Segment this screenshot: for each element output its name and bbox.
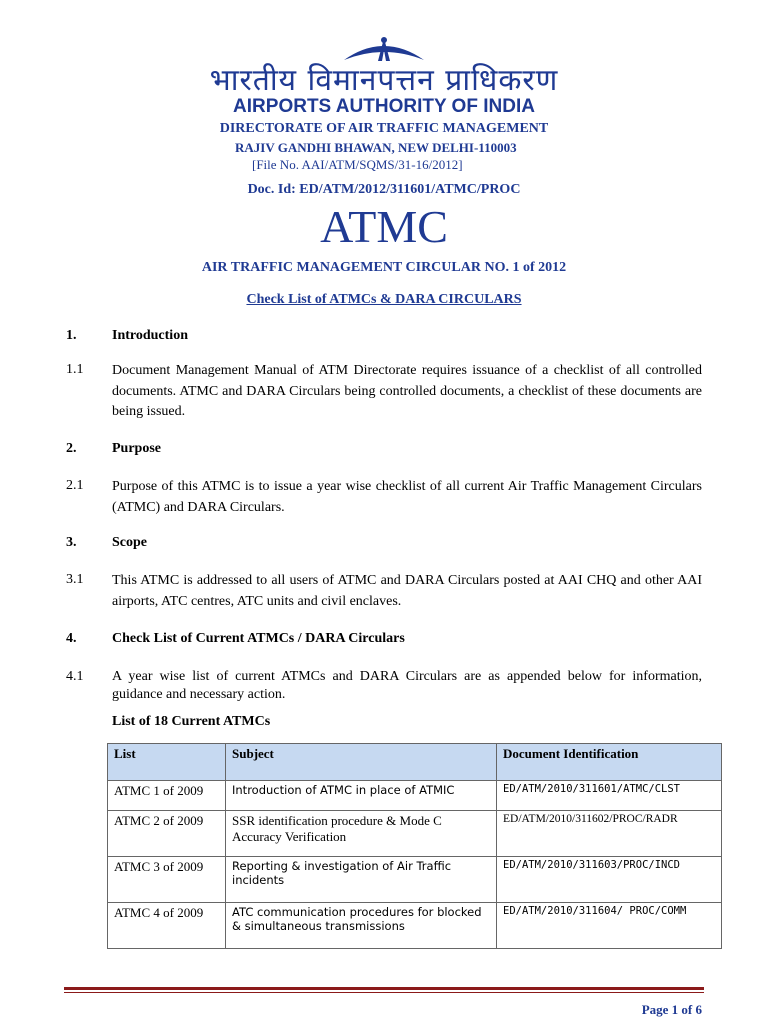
paragraph-number: 3.1 [66,572,84,587]
doc-id-cell: ED/ATM/2010/311604/ PROC/COMM [497,903,722,949]
document-title: ATMC [320,201,448,252]
paragraph-number: 4.1 [66,669,84,684]
paragraph-text: Document Management Manual of ATM Directorate requires issuance of a checklist of all controlled documents. ATMC and DARA Circulars being controlled documents, a checklist of these documents are being issued. [112,363,702,419]
paragraph-number: 2.1 [66,478,84,493]
org-name: AIRPORTS AUTHORITY OF INDIA [233,96,535,117]
section-number: 1. [66,328,77,343]
section-heading: Check List of Current ATMCs / DARA Circulars [112,631,405,646]
subject-cell: Reporting & investigation of Air Traffic incidents [226,857,497,903]
table-header-row [108,744,722,781]
file-number: [File No. AAI/ATM/SQMS/31-16/2012] [252,157,463,172]
section-heading: Scope [112,535,147,550]
atmc-table [107,743,722,949]
paragraph-text: Purpose of this ATMC is to issue a year wise checklist of all current Air Traffic Management Circulars (ATMC) and DARA Circulars. [112,479,702,515]
doc-id-cell: ED/ATM/2010/311603/PROC/INCD [497,857,722,903]
table-row [108,903,722,949]
column-header: List [108,744,226,781]
table-row [108,811,722,857]
list-cell: ATMC 2 of 2009 [108,811,226,857]
subject-cell: ATC communication procedures for blocked & simultaneous transmissions [226,903,497,949]
section-number: 2. [66,441,77,456]
subject-cell: SSR identification procedure & Mode C Accuracy Verification [226,811,497,857]
subject-cell: Introduction of ATMC in place of ATMIC [226,781,497,811]
address-line: RAJIV GANDHI BHAWAN, NEW DELHI-110003 [235,140,517,155]
list-cell: ATMC 1 of 2009 [108,781,226,811]
paragraph-text: This ATMC is addressed to all users of ATMC and DARA Circulars posted at AAI CHQ and other AAI airports, ATC centres, ATC units and civil enclaves. [112,573,702,609]
subject-line: Check List of ATMCs & DARA CIRCULARS [246,292,522,307]
directorate-line: DIRECTORATE OF AIR TRAFFIC MANAGEMENT [219,121,549,136]
page-number: Page 1 of 6 [641,1002,702,1017]
document-id: Doc. Id: ED/ATM/2012/311601/ATMC/PROC [247,182,521,197]
section-heading: Purpose [112,441,161,456]
table-row [108,857,722,903]
column-header: Subject [226,744,497,781]
org-name-hindi: भारतीय विमानपत्तन प्राधिकरण [209,63,559,98]
list-title: List of 18 Current ATMCs [112,714,271,729]
paragraph-number: 1.1 [66,362,84,377]
section-number: 3. [66,535,77,550]
section-number: 4. [66,631,77,646]
list-cell: ATMC 4 of 2009 [108,903,226,949]
list-cell: ATMC 3 of 2009 [108,857,226,903]
section-heading: Introduction [112,328,188,343]
doc-id-cell: ED/ATM/2010/311601/ATMC/CLST [497,781,722,811]
doc-id-cell: ED/ATM/2010/311602/PROC/RADR [497,811,722,857]
footer-rule [64,992,704,993]
paragraph-text: A year wise list of current ATMCs and DARA Circulars are as appended below for information, guidance and necessary action. [112,669,702,702]
circular-number: AIR TRAFFIC MANAGEMENT CIRCULAR NO. 1 of 2012 [201,260,567,275]
column-header: Document Identification [497,744,722,781]
table-row [108,781,722,811]
footer-rule [64,987,704,990]
